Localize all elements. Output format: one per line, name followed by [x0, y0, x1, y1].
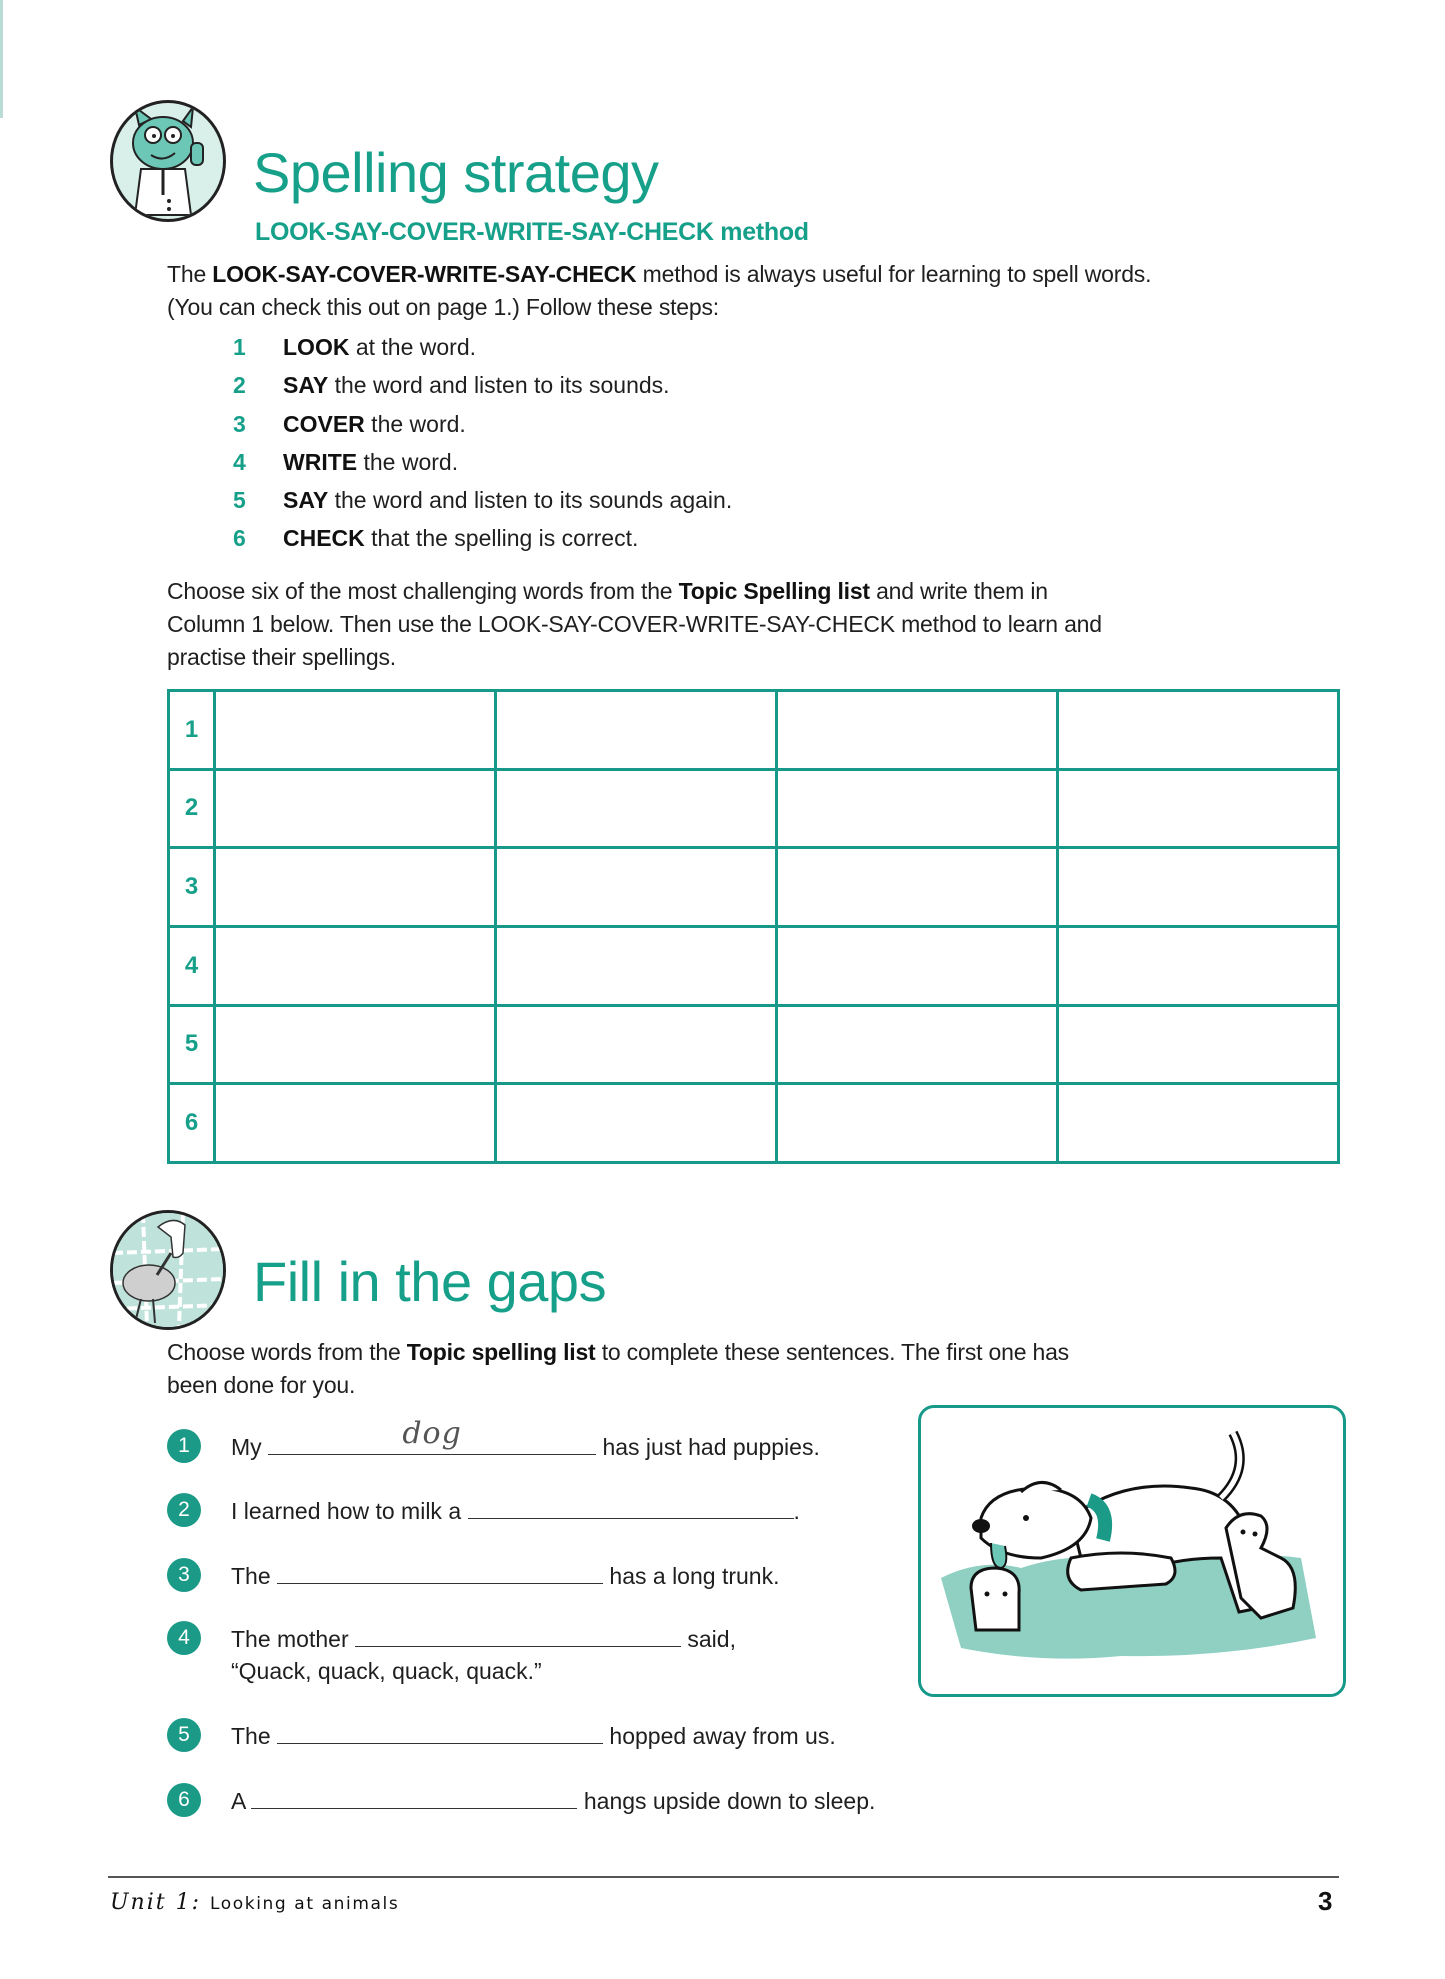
table-cell[interactable]	[1058, 848, 1339, 927]
table-row	[169, 1005, 1339, 1084]
table-row	[169, 691, 1339, 770]
emu-bird-icon	[110, 1210, 226, 1330]
intro-line-2: (You can check this out on page 1.) Follow these steps:	[167, 294, 719, 320]
table-cell[interactable]	[777, 691, 1058, 770]
table-cell[interactable]	[215, 1005, 496, 1084]
section-title-fill-in-the-gaps: Fill in the gaps	[253, 1250, 607, 1313]
table-cell[interactable]	[1058, 926, 1339, 1005]
table-cell[interactable]	[496, 769, 777, 848]
fill-instructions-line-1: Choose words from the Topic spelling list to complete these sentences. The first one has	[167, 1339, 1069, 1365]
number-badge: 1	[167, 1429, 201, 1463]
answer-blank[interactable]	[468, 1496, 794, 1519]
instructions-line-1: Choose six of the most challenging words from the Topic Spelling list and write them in	[167, 578, 1048, 604]
table-cell[interactable]	[496, 691, 777, 770]
fill-gaps-instructions	[167, 1336, 1069, 1402]
table-cell[interactable]	[215, 848, 496, 927]
footer-topic-label: Looking at animals	[210, 1894, 400, 1914]
table-row	[169, 769, 1339, 848]
row-label: 6	[169, 1084, 215, 1163]
footer-divider	[108, 1876, 1339, 1878]
table-cell[interactable]	[1058, 1005, 1339, 1084]
table-cell[interactable]	[1058, 691, 1339, 770]
section-subtitle-method: LOOK-SAY-COVER-WRITE-SAY-CHECK method	[255, 218, 809, 246]
answer-blank[interactable]	[355, 1624, 681, 1647]
table-row	[169, 848, 1339, 927]
intro-paragraph	[167, 258, 1151, 324]
table-cell[interactable]	[215, 769, 496, 848]
fill-instructions-line-2: been done for you.	[167, 1372, 356, 1398]
table-cell[interactable]	[496, 1005, 777, 1084]
spelling-practice-table	[167, 689, 1340, 1164]
table-cell[interactable]	[777, 848, 1058, 927]
answer-blank[interactable]	[268, 1416, 596, 1455]
table-cell[interactable]	[215, 926, 496, 1005]
dog-with-puppies-illustration	[918, 1405, 1346, 1697]
table-cell[interactable]	[215, 1084, 496, 1163]
footer-unit-label: Unit 1:	[110, 1890, 201, 1915]
row-label: 1	[169, 691, 215, 770]
table-row	[169, 926, 1339, 1005]
row-label: 5	[169, 1005, 215, 1084]
section-title-spelling-strategy: Spelling strategy	[253, 141, 659, 204]
instructions-line-3: practise their spellings.	[167, 644, 396, 670]
row-label: 3	[169, 848, 215, 927]
answer-blank[interactable]	[251, 1786, 577, 1809]
page-edge-tab	[0, 0, 3, 118]
table-cell[interactable]	[496, 1084, 777, 1163]
handwritten-answer: dog	[402, 1416, 462, 1451]
row-label: 4	[169, 926, 215, 1005]
number-badge: 2	[167, 1493, 201, 1527]
table-cell[interactable]	[777, 769, 1058, 848]
instructions-line-2: Column 1 below. Then use the LOOK-SAY-COVER-WRITE-SAY-CHECK method to learn and	[167, 611, 1102, 637]
answer-blank[interactable]	[277, 1561, 603, 1584]
number-badge: 6	[167, 1783, 201, 1817]
table-instructions	[167, 575, 1102, 674]
table-cell[interactable]	[777, 1084, 1058, 1163]
number-badge: 4	[167, 1621, 201, 1655]
table-cell[interactable]	[777, 926, 1058, 1005]
table-cell[interactable]	[1058, 1084, 1339, 1163]
number-badge: 3	[167, 1558, 201, 1592]
page-number: 3	[1318, 1886, 1333, 1916]
table-cell[interactable]	[496, 848, 777, 927]
table-cell[interactable]	[496, 926, 777, 1005]
table-cell[interactable]	[215, 691, 496, 770]
table-cell[interactable]	[1058, 769, 1339, 848]
row-label: 2	[169, 769, 215, 848]
answer-blank[interactable]	[277, 1721, 603, 1744]
table-row	[169, 1084, 1339, 1163]
table-cell[interactable]	[777, 1005, 1058, 1084]
number-badge: 5	[167, 1718, 201, 1752]
scientist-cat-icon	[110, 100, 226, 222]
intro-line-1: The LOOK-SAY-COVER-WRITE-SAY-CHECK method is always useful for learning to spell words.	[167, 261, 1152, 287]
